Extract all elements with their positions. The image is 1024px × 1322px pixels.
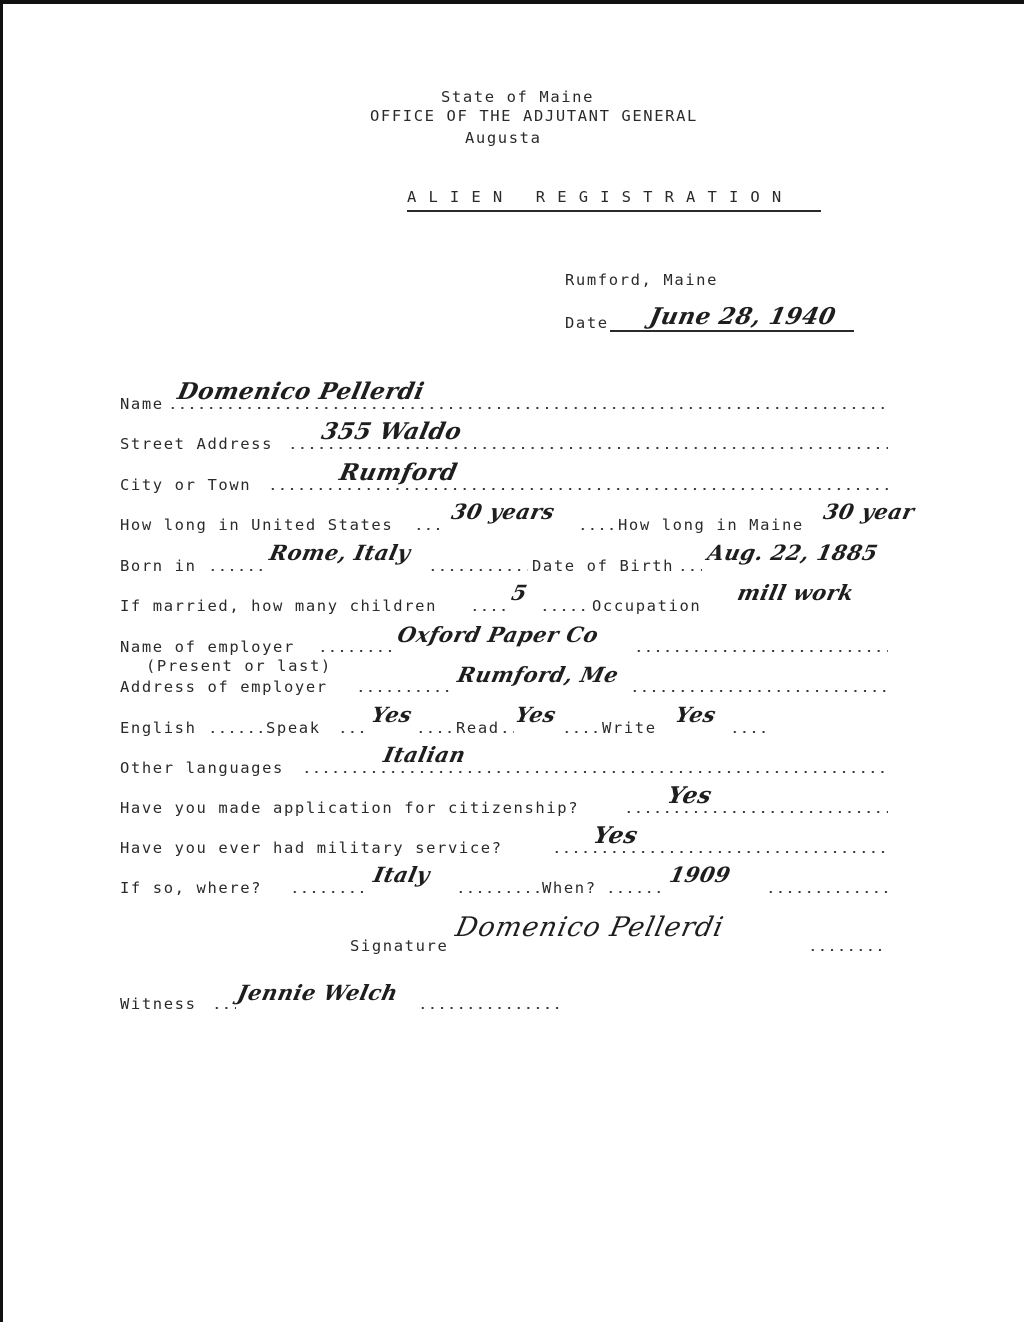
name-dots	[168, 407, 888, 409]
signature-value: Domenico Pellerdi	[452, 912, 727, 943]
employer-address-label: Address of employer	[120, 678, 328, 696]
street-value: 355 Waldo	[319, 418, 465, 445]
form-title: A L I E N R E G I S T R A T I O N	[407, 188, 783, 206]
signature-label: Signature	[350, 937, 449, 955]
name-label: Name	[120, 395, 164, 413]
military-label: Have you ever had military service?	[120, 839, 503, 857]
military-dots	[552, 851, 888, 853]
born-in-value: Rome, Italy	[267, 540, 414, 565]
how-long-us-value: 30 years	[449, 499, 558, 524]
write-label: Write	[602, 719, 657, 737]
read-dots-2	[500, 731, 514, 733]
when-value: 1909	[667, 862, 734, 887]
employer-value: Oxford Paper Co	[395, 622, 602, 647]
header-city: Augusta	[465, 129, 542, 147]
speak-dots	[338, 731, 368, 733]
when-dots-2	[766, 891, 888, 893]
how-long-us-label: How long in United States	[120, 516, 394, 534]
street-dots	[288, 447, 888, 449]
when-dots	[606, 891, 666, 893]
city-label: City or Town	[120, 476, 252, 494]
other-languages-value: Italian	[381, 742, 469, 767]
witness-value: Jennie Welch	[235, 980, 401, 1005]
scan-border-left	[0, 0, 3, 1322]
where-value: Italy	[371, 862, 433, 887]
witness-label: Witness	[120, 995, 197, 1013]
date-line	[610, 330, 854, 332]
born-in-label: Born in	[120, 557, 197, 575]
children-dots	[470, 609, 506, 611]
citizenship-label: Have you made application for citizenship?	[120, 799, 580, 817]
employer-dots	[318, 650, 392, 652]
speak-value: Yes	[369, 702, 415, 727]
witness-dots	[212, 1007, 236, 1009]
employer-address-value: Rumford, Me	[455, 662, 622, 687]
born-in-dots	[208, 569, 268, 571]
scan-border-top	[0, 0, 1024, 4]
header-office: OFFICE OF THE ADJUTANT GENERAL	[370, 107, 698, 125]
speak-label: Speak	[266, 719, 321, 737]
dob-dots	[678, 569, 702, 571]
read-label: Read	[456, 719, 500, 737]
write-value: Yes	[673, 702, 719, 727]
where-dots	[290, 891, 368, 893]
write-dots	[562, 731, 600, 733]
name-value: Domenico Pellerdi	[175, 378, 427, 405]
date-label: Date	[565, 314, 609, 332]
employer-address-dots-2	[630, 690, 888, 692]
employer-label: Name of employer	[120, 638, 295, 656]
english-dots	[208, 731, 266, 733]
header-state: State of Maine	[441, 88, 595, 106]
military-value: Yes	[591, 822, 641, 849]
when-label: When?	[542, 879, 597, 897]
city-value: Rumford	[337, 459, 460, 486]
street-label: Street Address	[120, 435, 274, 453]
other-languages-label: Other languages	[120, 759, 284, 777]
dob-value: Aug. 22, 1885	[705, 540, 881, 565]
date-value: June 28, 1940	[647, 303, 839, 330]
signature-dots	[808, 949, 888, 951]
how-long-us-dots	[414, 528, 442, 530]
children-value: 5	[509, 580, 530, 605]
children-label: If married, how many children	[120, 597, 438, 615]
other-languages-dots	[302, 771, 888, 773]
city-dots	[268, 488, 888, 490]
employer-address-dots	[356, 690, 452, 692]
write-dots-2	[730, 731, 770, 733]
how-long-maine-dots	[578, 528, 614, 530]
dob-label: Date of Birth	[532, 557, 675, 575]
where-dots-2	[456, 891, 540, 893]
born-in-dots-2	[428, 569, 528, 571]
how-long-maine-value: 30 year	[821, 499, 917, 524]
where-label: If so, where?	[120, 879, 263, 897]
children-dots-2	[540, 609, 590, 611]
place: Rumford, Maine	[565, 271, 719, 289]
employer-sublabel: (Present or last)	[146, 657, 332, 675]
occupation-label: Occupation	[592, 597, 702, 615]
how-long-maine-label: How long in Maine	[618, 516, 804, 534]
witness-dots-2	[418, 1007, 562, 1009]
read-dots	[416, 731, 452, 733]
citizenship-value: Yes	[665, 782, 715, 809]
occupation-value: mill work	[735, 580, 857, 605]
citizenship-dots	[624, 811, 888, 813]
read-value: Yes	[513, 702, 559, 727]
employer-dots-2	[634, 650, 888, 652]
form-title-underline	[407, 210, 821, 212]
english-label: English	[120, 719, 197, 737]
